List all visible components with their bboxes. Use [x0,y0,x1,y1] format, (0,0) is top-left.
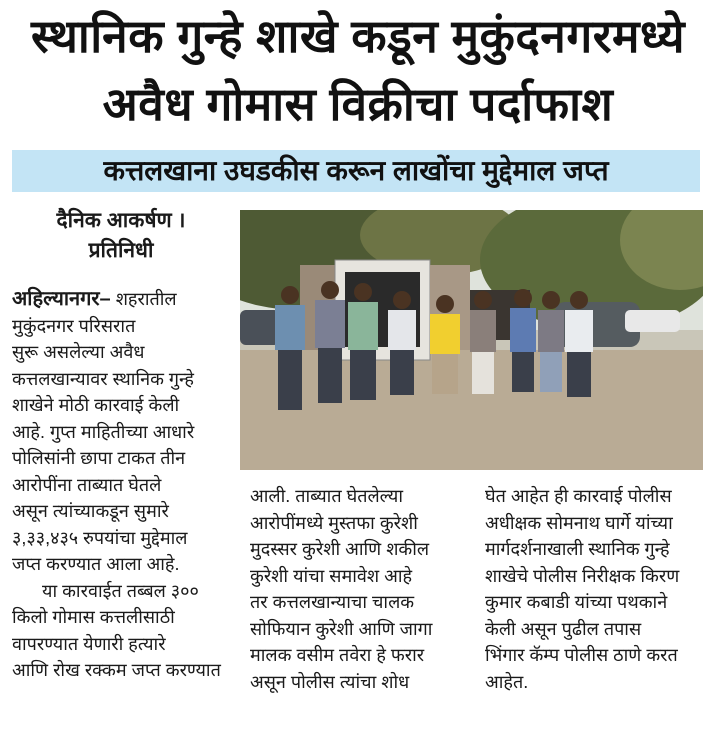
article-line: भिंगार कॅम्प पोलीस ठाणे करत [485,645,678,665]
article-line: केली असून पुढील तपास [485,618,642,639]
byline-publication: दैनिक आकर्षण । [56,209,186,232]
article-column-2 [250,483,465,695]
police-team-photo [240,210,703,470]
article-line: वापरण्यात येणारी हत्यारे [12,633,166,654]
article-line: मुदस्सर कुरेशी आणि शकील [250,539,430,559]
article-line: ३,३३,४३५ रुपयांचा मुद्देमाल [12,527,188,548]
article-line: शाखेचे पोलीस निरीक्षक किरण [485,565,680,586]
article-line: सोफियान कुरेशी आणि जागा [250,618,433,639]
article-line: पोलिसांनी छापा टाकत तीन [12,448,186,468]
byline [12,206,230,266]
article-line: आली. ताब्यात घेतलेल्या [250,486,404,506]
article-column-1 [12,286,232,684]
article-line: घेत आहेत ही कारवाई पोलीस [485,486,672,506]
article-line: कत्तलखान्यावर स्थानिक गुन्हे [12,368,194,389]
article-line: या कारवाईत तब्बल ३०० [42,580,199,601]
article-line: आरोपींमध्ये मुस्तफा कुरेशी [250,512,418,533]
article-line: आणि रोख रक्कम जप्त करण्यात [12,660,221,680]
article-line: किलो गोमास कत्तलीसाठी [12,607,175,627]
subheadline-banner: कत्तलखाना उघडकीस करून लाखोंचा मुद्देमाल जप्त [12,150,700,192]
dateline: अहिल्यानगर– [12,288,111,310]
article-line: आरोपींना ताब्यात घेतले [12,474,162,495]
article-line: तर कत्तलखान्याचा चालक [250,592,415,612]
article-line: कुमार कबाडी यांच्या पथकाने [485,592,668,612]
article-line: आहेत. [485,671,529,692]
article-column-3 [485,483,700,695]
article-line: शाखेने मोठी कारवाई केली [12,395,180,415]
article-line: मुकुंदनगर परिसरात [12,315,136,336]
news-photo [240,210,703,470]
article-line: अहिल्यानगर– शहरातील [12,288,177,310]
article-line: सुरू असलेल्या अवैध [12,342,145,362]
article-line: मार्गदर्शनाखाली स्थानिक गुन्हे [485,539,670,559]
article-line: अधीक्षक सोमनाथ घार्गे यांच्या [485,512,673,533]
article-line: असून पोलीस त्यांचा शोध [250,671,410,692]
article-line: मालक वसीम तवेरा हे फरार [250,645,425,665]
article-line: आहे. गुप्त माहितीच्या आधारे [12,421,195,442]
byline-reporter: प्रतिनिधी [88,239,154,262]
headline-line-1: स्थानिक गुन्हे शाखे कडून मुकुंदनगरमध्ये [30,10,686,62]
article-line: जप्त करण्यात आला आहे. [12,554,180,574]
article-line: असून त्यांच्याकडून सुमारे [12,501,169,521]
headline-line-2: अवैध गोमास विक्रीचा पर्दाफाश [102,78,614,130]
article-line: कुरेशी यांचा समावेश आहे [250,565,413,586]
